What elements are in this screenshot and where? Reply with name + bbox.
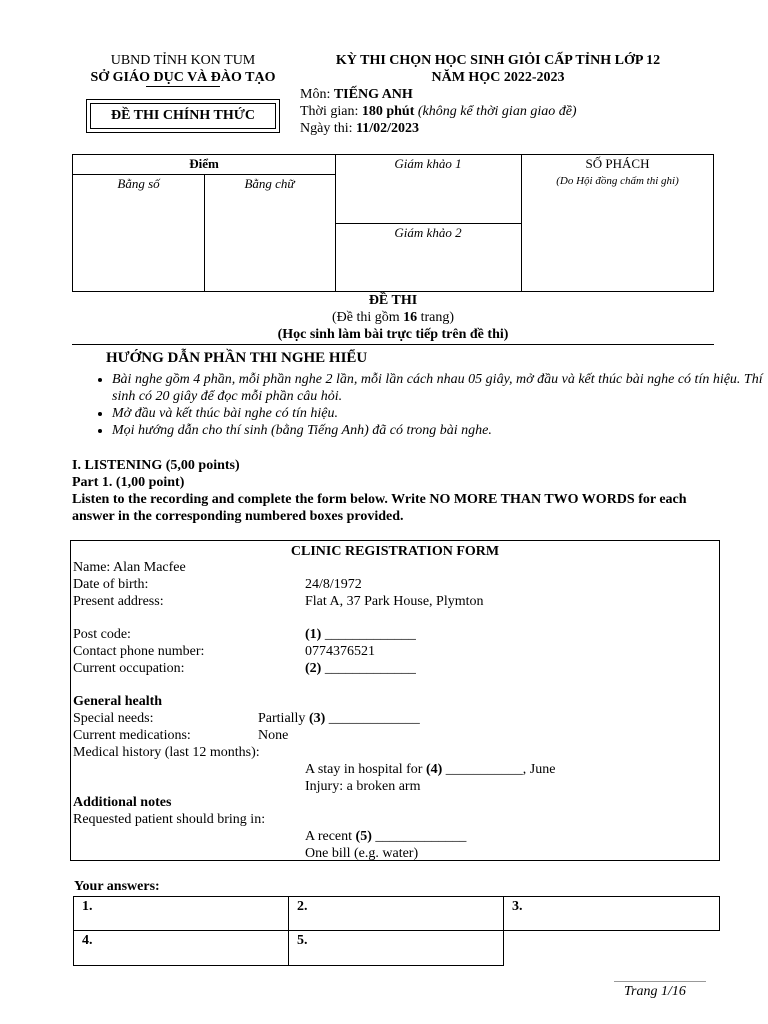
guide-item: • Mở đầu và kết thúc bài nghe có tín hiệu.: [112, 405, 768, 422]
phone-value: 0774376521: [305, 644, 375, 659]
answer-number: 2.: [297, 899, 308, 914]
time-note: (không kể thời gian giao đề): [414, 104, 577, 119]
examiner-1: Giám khảo 1: [394, 156, 462, 171]
header-right: [300, 52, 720, 137]
page-number: Trang 1/16: [624, 984, 686, 999]
date: 11/02/2023: [356, 121, 420, 136]
guide-list: [72, 371, 768, 439]
special-prefix: Partially: [258, 711, 309, 726]
authority: UBND TỈNH KON TUM: [110, 53, 256, 68]
exam-title: KỲ THI CHỌN HỌC SINH GIỎI CẤP TỈNH LỚP 12: [335, 53, 661, 68]
subject-label: Môn:: [300, 87, 334, 102]
divider: [335, 223, 521, 224]
answer-box-5[interactable]: [288, 930, 504, 966]
question-number: (1): [305, 627, 322, 642]
horizontal-rule: [72, 344, 714, 345]
answer-number: 1.: [82, 899, 93, 914]
subject: TIẾNG ANH: [333, 87, 413, 102]
listening-section: [72, 457, 728, 525]
subject-line: [300, 86, 720, 103]
time: 180 phút: [361, 104, 415, 119]
clinic-registration-form: [70, 540, 720, 861]
pages-number: 16: [403, 310, 418, 325]
blank-line: ___________, June: [442, 762, 556, 777]
recent-blank[interactable]: [305, 828, 466, 845]
hospital-prefix: A stay in hospital for: [305, 762, 426, 777]
guide-item: • Mọi hướng dẫn cho thí sinh (bằng Tiếng Anh) đã có trong bài nghe.: [112, 422, 768, 439]
score-table: [72, 154, 714, 292]
answer-box-2[interactable]: [288, 896, 504, 931]
dob-value: 24/8/1972: [305, 577, 362, 592]
date-line: [300, 120, 720, 137]
department-underline: [146, 86, 220, 87]
header-left: [72, 52, 294, 87]
pages-line: [72, 309, 714, 326]
answer-number: 3.: [512, 899, 523, 914]
bring-label: Requested patient should bring in:: [73, 812, 266, 827]
question-number: (3): [308, 711, 326, 726]
code-header: SỐ PHÁCH: [585, 156, 650, 171]
time-line: [300, 103, 720, 120]
medications-value: None: [258, 728, 289, 743]
question-number: (5): [355, 829, 372, 844]
guide-title: HƯỚNG DẪN PHẦN THI NGHE HIỂU: [106, 350, 368, 366]
blank-line: _____________: [321, 627, 416, 642]
bill-value: One bill (e.g. water): [305, 846, 419, 861]
footer-rule: [614, 981, 706, 982]
date-label: Ngày thi:: [300, 121, 356, 136]
score-in-words: Bằng chữ: [244, 176, 295, 191]
exam-section-title: [72, 292, 714, 343]
answer-box-3[interactable]: [503, 896, 720, 931]
section-title: I. LISTENING (5,00 points): [72, 458, 240, 473]
dob-label: Date of birth:: [73, 577, 149, 592]
part-instruction: Listen to the recording and complete the form below. Write NO MORE THAN TWO WORDS for each answer in the corresponding numbered boxes provided.: [72, 492, 687, 524]
injury-value: Injury: a broken arm: [305, 779, 421, 794]
official-exam-label: ĐỀ THI CHÍNH THỨC: [90, 103, 276, 129]
code-note: (Do Hội đồng chấm thi ghi): [556, 175, 679, 187]
history-label: Medical history (last 12 months):: [73, 745, 260, 760]
hospital-blank[interactable]: [305, 761, 555, 778]
guide-item: • Bài nghe gồm 4 phần, mỗi phần nghe 2 lần, mỗi lần cách nhau 05 giây, mở đầu và kết thúc bài nghe có tín hiệu. Thí sinh có 20 giây để đọc mỗi phần câu hỏi.: [112, 371, 768, 405]
pages-prefix: (Đề thi gồm: [331, 310, 404, 325]
question-number: (2): [305, 661, 322, 676]
blank-line: _____________: [371, 829, 467, 844]
answer-number: 4.: [82, 933, 93, 948]
occupation-blank[interactable]: [305, 660, 416, 677]
medications-label: Current medications:: [73, 728, 191, 743]
score-in-numbers: Bằng số: [117, 176, 160, 191]
phone-label: Contact phone number:: [73, 644, 205, 659]
answer-number: 5.: [297, 933, 308, 948]
postcode-blank[interactable]: [305, 626, 416, 643]
form-title: CLINIC REGISTRATION FORM: [290, 544, 500, 559]
general-health-heading: General health: [73, 694, 163, 709]
special-needs-blank[interactable]: [258, 710, 420, 727]
official-exam-box: [86, 99, 280, 133]
address-label: Present address:: [73, 594, 164, 609]
part-title: Part 1. (1,00 point): [72, 475, 185, 490]
question-number: (4): [425, 762, 443, 777]
department: SỞ GIÁO DỤC VÀ ĐÀO TẠO: [90, 70, 276, 85]
answer-box-4[interactable]: [73, 930, 289, 966]
pages-suffix: trang): [417, 310, 455, 325]
special-needs-label: Special needs:: [73, 711, 154, 726]
score-header: Điểm: [189, 156, 219, 171]
exam-instruction: (Học sinh làm bài trực tiếp trên đề thi): [277, 327, 509, 342]
occupation-label: Current occupation:: [73, 661, 185, 676]
answer-box-1[interactable]: [73, 896, 289, 931]
postcode-label: Post code:: [73, 627, 131, 642]
exam-label: ĐỀ THI: [368, 293, 418, 308]
recent-prefix: A recent: [305, 829, 356, 844]
examiner-2: Giám khảo 2: [394, 225, 462, 240]
name-row: Name: Alan Macfee: [73, 560, 186, 575]
additional-notes-heading: Additional notes: [73, 795, 172, 810]
time-label: Thời gian:: [300, 104, 362, 119]
answers-label: Your answers:: [74, 879, 160, 894]
blank-line: _____________: [325, 711, 420, 726]
school-year: NĂM HỌC 2022-2023: [431, 70, 565, 85]
blank-line: _____________: [321, 661, 416, 676]
address-value: Flat A, 37 Park House, Plymton: [305, 594, 484, 609]
